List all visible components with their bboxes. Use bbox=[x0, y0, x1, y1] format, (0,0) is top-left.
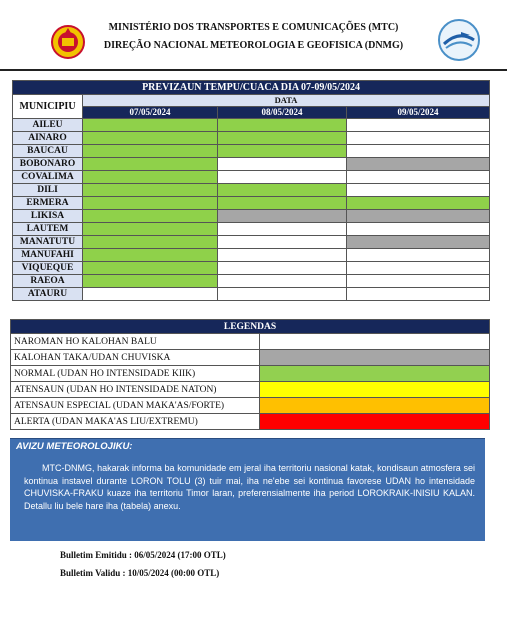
forecast-cell bbox=[347, 184, 490, 197]
municipality-name: ATAURU bbox=[13, 288, 83, 301]
legend-table bbox=[10, 319, 490, 430]
municipality-row bbox=[13, 210, 490, 223]
municipality-name: MANATUTU bbox=[13, 236, 83, 249]
legend-row bbox=[11, 350, 490, 366]
legend-label: ATENSAUN ESPECIAL (UDAN MAKA'AS/FORTE) bbox=[11, 398, 260, 414]
forecast-cell bbox=[218, 171, 347, 184]
date-header: 09/05/2024 bbox=[347, 107, 490, 119]
legend-row bbox=[11, 366, 490, 382]
forecast-cell bbox=[347, 288, 490, 301]
data-column-header: DATA bbox=[83, 95, 490, 107]
forecast-cell bbox=[83, 249, 218, 262]
municipality-row bbox=[13, 262, 490, 275]
forecast-cell bbox=[347, 210, 490, 223]
forecast-cell bbox=[83, 275, 218, 288]
municipality-row bbox=[13, 119, 490, 132]
forecast-cell bbox=[83, 184, 218, 197]
legend-label: ALERTA (UDAN MAKA'AS LIU/EXTREMU) bbox=[11, 414, 260, 430]
forecast-cell bbox=[347, 249, 490, 262]
forecast-cell bbox=[83, 145, 218, 158]
municipality-row bbox=[13, 288, 490, 301]
legend-rows bbox=[11, 334, 490, 430]
advice-title: AVIZU METEOROLOJIKU: bbox=[16, 441, 133, 452]
legend-swatch bbox=[260, 334, 490, 350]
dnmg-logo bbox=[436, 18, 482, 64]
forecast-cell bbox=[347, 262, 490, 275]
legend-swatch bbox=[260, 398, 490, 414]
document-header bbox=[0, 0, 507, 72]
municipality-row bbox=[13, 249, 490, 262]
legend-row bbox=[11, 382, 490, 398]
municipality-column-header: MUNICIPIU bbox=[13, 95, 83, 119]
legend-title: LEGENDAS bbox=[11, 320, 490, 334]
municipality-name: COVALIMA bbox=[13, 171, 83, 184]
forecast-cell bbox=[83, 119, 218, 132]
legend-label: ATENSAUN (UDAN HO INTENSIDADE NATON) bbox=[11, 382, 260, 398]
legend-swatch bbox=[260, 350, 490, 366]
forecast-cell bbox=[218, 184, 347, 197]
forecast-cell bbox=[83, 197, 218, 210]
legend-swatch bbox=[260, 366, 490, 382]
bulletin-valid: Bulletim Validu : 10/05/2024 (00:00 OTL) bbox=[60, 568, 220, 578]
municipality-row bbox=[13, 275, 490, 288]
legend-row bbox=[11, 334, 490, 350]
municipality-name: ERMERA bbox=[13, 197, 83, 210]
municipality-row bbox=[13, 223, 490, 236]
forecast-cell bbox=[218, 119, 347, 132]
legend-row bbox=[11, 398, 490, 414]
forecast-cell bbox=[218, 262, 347, 275]
forecast-cell bbox=[218, 132, 347, 145]
forecast-cell bbox=[218, 275, 347, 288]
forecast-cell bbox=[218, 236, 347, 249]
municipality-name: LAUTEM bbox=[13, 223, 83, 236]
forecast-cell bbox=[218, 210, 347, 223]
legend-label: NORMAL (UDAN HO INTENSIDADE KIIK) bbox=[11, 366, 260, 382]
municipality-name: VIQUEQUE bbox=[13, 262, 83, 275]
forecast-cell bbox=[83, 132, 218, 145]
forecast-rows bbox=[13, 119, 490, 301]
municipality-row bbox=[13, 145, 490, 158]
forecast-cell bbox=[83, 158, 218, 171]
forecast-cell bbox=[83, 210, 218, 223]
legend-label: NAROMAN HO KALOHAN BALU bbox=[11, 334, 260, 350]
bulletin-issued: Bulletim Emitidu : 06/05/2024 (17:00 OTL) bbox=[60, 550, 226, 560]
forecast-cell bbox=[218, 158, 347, 171]
legend-row bbox=[11, 414, 490, 430]
forecast-cell bbox=[347, 275, 490, 288]
directorate-title: DIREÇÃO NACIONAL METEOROLOGIA E GEOFISICA (DNMG) bbox=[103, 40, 404, 51]
municipality-row bbox=[13, 171, 490, 184]
forecast-title: PREVIZAUN TEMPU/CUACA DIA 07-09/05/2024 bbox=[13, 81, 490, 95]
forecast-cell bbox=[347, 119, 490, 132]
municipality-row bbox=[13, 236, 490, 249]
municipality-name: AINARO bbox=[13, 132, 83, 145]
municipality-row bbox=[13, 184, 490, 197]
forecast-cell bbox=[347, 197, 490, 210]
forecast-cell bbox=[347, 132, 490, 145]
municipality-name: DILI bbox=[13, 184, 83, 197]
forecast-cell bbox=[83, 288, 218, 301]
municipality-name: BOBONARO bbox=[13, 158, 83, 171]
municipality-name: AILEU bbox=[13, 119, 83, 132]
forecast-cell bbox=[347, 158, 490, 171]
forecast-cell bbox=[218, 249, 347, 262]
advice-text: MTC-DNMG, hakarak informa ba komunidade em jeral iha territoriu nasional katak, kondisaun atmosfera sei kontinua instavel durante LORON TOLU (3) tuir mai, iha ne'ebe sei kontinua favorese UDAN ho intensidade CHUVISKA-FRAKU kuaze iha territoriu Timor laran, preferensialmente iha period LOROKRAIK-INISIU KALAN. Detallu liu bele hare iha (tabela) anexu. bbox=[24, 463, 475, 511]
municipality-name: MANUFAHI bbox=[13, 249, 83, 262]
forecast-cell bbox=[218, 288, 347, 301]
forecast-cell bbox=[347, 236, 490, 249]
forecast-cell bbox=[83, 171, 218, 184]
legend-swatch bbox=[260, 382, 490, 398]
date-header: 08/05/2024 bbox=[218, 107, 347, 119]
legend-label: KALOHAN TAKA/UDAN CHUVISKA bbox=[11, 350, 260, 366]
municipality-name: RAEOA bbox=[13, 275, 83, 288]
forecast-cell bbox=[83, 236, 218, 249]
meteorological-advice-box bbox=[10, 438, 485, 541]
forecast-cell bbox=[218, 197, 347, 210]
forecast-cell bbox=[83, 262, 218, 275]
forecast-table bbox=[12, 80, 490, 301]
forecast-cell bbox=[347, 171, 490, 184]
ministry-title: MINISTÉRIO DOS TRANSPORTES E COMUNICAÇÕES (MTC) bbox=[108, 22, 399, 33]
forecast-cell bbox=[218, 223, 347, 236]
forecast-cell bbox=[347, 223, 490, 236]
forecast-cell bbox=[347, 145, 490, 158]
municipality-row bbox=[13, 132, 490, 145]
legend-swatch bbox=[260, 414, 490, 430]
municipality-name: LIKISA bbox=[13, 210, 83, 223]
municipality-name: BAUCAU bbox=[13, 145, 83, 158]
forecast-cell bbox=[83, 223, 218, 236]
forecast-cell bbox=[218, 145, 347, 158]
municipality-row bbox=[13, 158, 490, 171]
municipality-row bbox=[13, 197, 490, 210]
header-divider bbox=[0, 69, 507, 71]
date-header: 07/05/2024 bbox=[83, 107, 218, 119]
